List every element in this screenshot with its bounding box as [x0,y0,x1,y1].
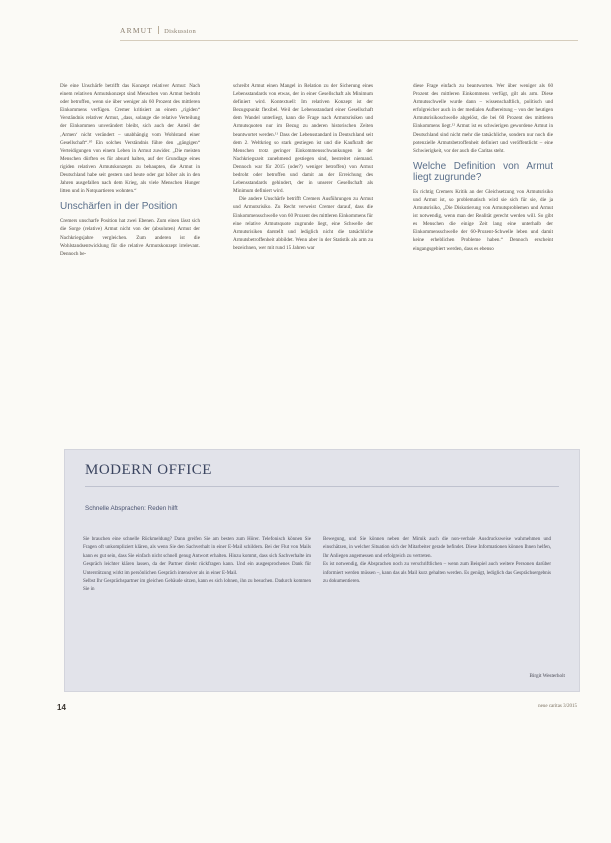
box-paragraph: Bewegung, und Sie können neben der Mimik auch die non-verbale Ausdrucksweise wahrnehmen und einschätzen, in welcher Situation sich der Mitarbeiter gerade befindet. Diese Informationen können Ihnen helfen, Ihr Anliegen angemessen und erfolgreich zu vertreten. [323,537,551,559]
modern-office-box [64,449,580,692]
footer-source: neue caritas 3/2015 [538,704,577,709]
header-rule [120,40,578,41]
box-paragraph: Sie brauchen eine schnelle Rückmeldung? Dann greifen Sie am besten zum Hörer. Telefonisch können Sie Fragen oft unkompliziert klären, als wenn Sie den Sachverhalt in einer E-Mail schildern. Bei der Flut von Mails kann es gut sein, dass Sie einfach nicht schnell genug Antwort erhalten. Hinzu kommt, dass sich Sachverhalte im Gespräch leichter klären lassen, da der Partner direkt rückfragen kann. Und ein ausgesprochenes Dank für Unterstützung wirkt im persönlichen Gespräch intensiver als in einer E-Mail. [83,537,311,576]
article-paragraph: Cremers unscharfe Position hat zwei Ebenen. Zum einen lässt sich die Sorge (relative) Armut nicht von der (absoluten) Armut der Nachkriegsjahre vergleichen. Zum anderen ist die Wohlstandsentwicklung für die relative Armutskonzept irrelevant. Dennoch be- [60,218,200,257]
box-author: Birgit Westerholt [529,673,565,679]
article-column-3 [413,82,553,253]
running-head-topic: ARMUT [120,26,154,35]
box-title: MODERN OFFICE [85,462,212,478]
box-paragraph: Selbst Ihr Gesprächspartner im gleichen Gebäude sitzen, kann es sich lohnen, ihn zu besuchen. Dadurch kommen Sie in [83,579,311,593]
running-head [120,26,196,35]
running-head-section: Diskussion [164,28,196,35]
box-column-2 [323,536,551,586]
box-title-rule [85,486,559,487]
article-subheading: Unschärfen in der Position [60,201,178,213]
running-head-divider [158,26,159,34]
page-number: 14 [57,703,66,712]
article-column-1 [60,82,200,258]
box-subtitle: Schnelle Absprachen: Reden hilft [85,505,178,512]
article-paragraph: Es richtig Cremers Kritik an der Gleichsetzung von Armutsrisiko und Armut ist, so problematisch wird sie sich für sie, die ja Armutsrisiko, „Die Diskutierung von Armutsproblemen und Armut ist notwendig, wenn man der Realität gerecht werden will. So gibt es Menschen die einige Zeit lang eine unterhalb der Einkommensschwelle der 60-Prozent-Schwelle leben und damit keine erheblichen Probleme haben.“ Dennoch erscheint eingangsgebiert werden, dass es ebenso [413,188,553,252]
article-paragraph: diese Frage einfach zu beantworten. Wer über weniger als 60 Prozent des mittleren Einkommens verfügt, gilt als arm. Diese Armutsschwelle wurde dann – wissenschaftlich, politisch und erfolgreicher auch in der medialen Aufbereitung – von der heutigen Armutsrisikoschwelle abgelöst, die bei 60 Prozent des mittleren Einkommens liegt.¹² Armut ist es schwierigen gewordene Armut in Deutschland sind nicht mehr die tatsächliche, sondern nur noch die potenzielle Armutsbetroffenheit definiert und veröffentlicht – eine Schwierigkeit, vor der auch die Caritas steht. [413,83,553,154]
box-paragraph: Es ist notwendig, die Absprachen noch zu verschriftlichen – wenn zum Beispiel auch weitere Personen darüber informiert werden müssen –, kann das als Mail kurz gehalten werden. Es genügt, lediglich das Gesprächsergebnis zu dokumentieren. [323,562,551,585]
article-paragraph: Die eine Unschärfe betrifft das Konzept relativer Armut: Nach einem relativen Armutskonzept sind Menschen von Armut bedroht oder betroffen, wenn sie über weniger als 60 Prozent des mittleren Einkommens verfügen. Cremer kritisiert an einem „rigiden“ Verständnis relativer Armut, „dass, solange die relative Verteilung der Einkommen unverändert bleibt, sich auch der Anteil der ‚Armen‘ nicht verändert – unabhängig vom Wohlstand einer Gesellschaft“.¹⁰ Ein solches Verständnis führe den „gängigen“ Verteidigungen von einem Leben in Armut zuwider. „Die meisten Menschen dürften es für absurd halten, auf der Grundlage eines rigiden relativen Armutskonzepts zu behaupten, die Armut in Deutschland habe seit gestern und heute oder gar höher als in den Jahren ausgefallen nach dem Krieg, als viele Menschen Hunger litten und in Notquartieren wohnten.“ [60,83,200,195]
article-column-2 [233,82,373,252]
article-subheading: Welche Definition von Armut liegt zugrunde? [413,160,553,183]
box-column-1 [83,536,311,595]
article-paragraph: Die andere Unschärfe betrifft Cremers Ausführungen zu Armut und Armutsrisiko. Zu Recht verweist Cremer darauf, dass die Einkommensschwelle von 60 Prozent des mittleren Einkommens für eine relative Armutsquote zugrunde liegt, eine Schwelle der Armutsrisiken darstellt und lediglich nicht die tatsächliche Armutsbetroffenheit abbildet. Wenn aber in der Statistik als arm zu bezeichnen, wer mit rund 15 Jahren war [233,196,373,251]
article-paragraph: schreibt Armut einen Mangel in Relation zu der Sicherung eines Lebensstandards von etwas, der in einer Gesellschaft als Minimum definiert wird. Kontextuell: Im relativen Konzept ist der Bezugspunkt flexibel. Weil der Lebensstandard einer Gesellschaft dem Wandel unterliegt, kann die Frage nach Armutsrisiken und Armutsquoten nur im Bezug zu anderen historischen Zeiten beantwortet werden.¹¹ Dass der Lebensstandard in Deutschland seit dem 2. Weltkrieg so stark gestiegen ist und die Kaufkraft der Menschen trotz geringer Einkommensschwankungen in der Nachkriegszeit zunehmend gestiegen sind, bestreitet niemand. Dennoch war für 2015 (oder?) weniger betroffen) von Armut bedroht oder betroffen und damit an der Erreichung des Lebensstandards gehindert, der in unserer Gesellschaft als Minimum definiert wird. [233,83,373,195]
